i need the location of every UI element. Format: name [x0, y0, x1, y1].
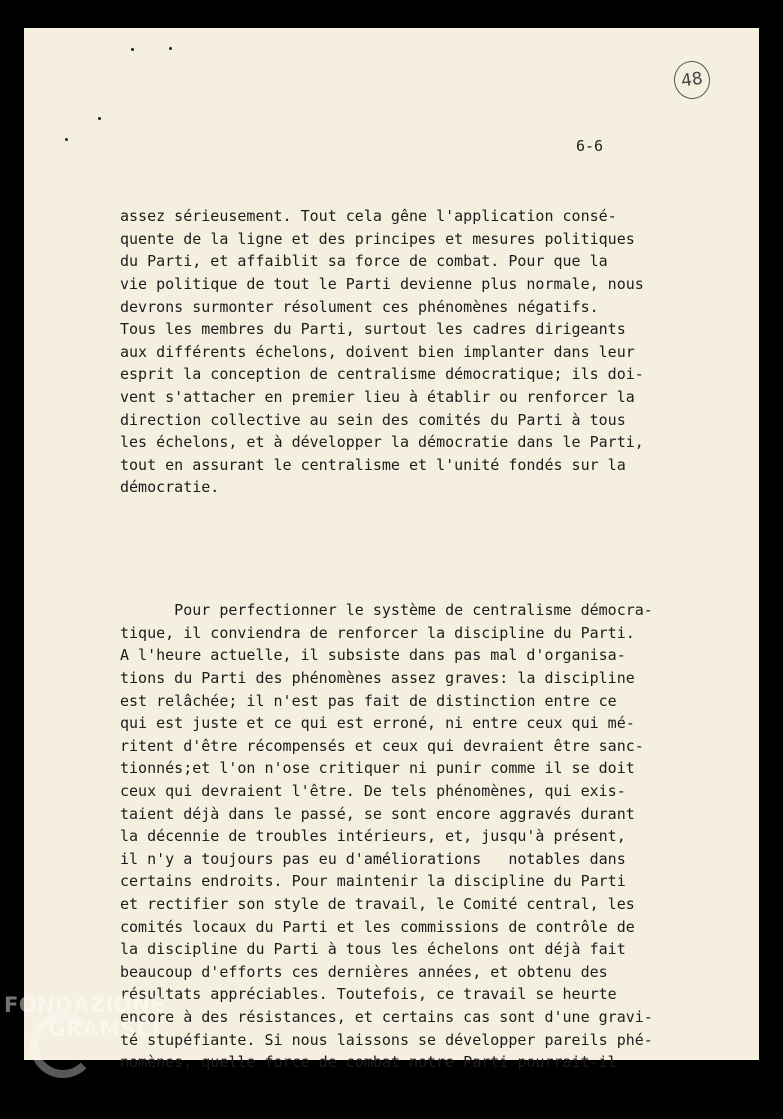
text-line: Pour perfectionner le système de centralisme démocra-: [120, 601, 653, 620]
text-line: encore à des résistances, et certains cas sont d'une gravi-: [120, 1007, 653, 1026]
text-line: vie politique de tout le Parti devienne plus normale, nous: [120, 274, 644, 293]
text-line: il n'y a toujours pas eu d'améliorations notables dans: [120, 849, 626, 868]
text-line: la discipline du Parti à tous les échelons ont déjà fait: [120, 940, 626, 959]
text-line: ritent d'être récompensés et ceux qui devraient être sanc-: [120, 736, 644, 755]
watermark: [4, 993, 165, 1041]
text-line: et rectifier son style de travail, le Comité central, les: [120, 895, 635, 913]
text-line: direction collective au sein des comités du Parti à tous: [120, 410, 626, 429]
watermark-line-2: GRAMSCI: [48, 1017, 161, 1041]
text-line: beaucoup d'efforts ces dernières années, et obtenu des: [120, 962, 608, 981]
paragraph-2: [120, 599, 680, 1073]
watermark-line-1: FONDAZIONE: [4, 993, 166, 1017]
text-line: nomènes, quelle force de combat notre Parti pourrait-il: [120, 1053, 617, 1072]
text-line: comités locaux du Parti et les commissions de contrôle de: [120, 917, 635, 936]
text-line: tout en assurant le centralisme et l'unité fondés sur la: [120, 455, 626, 474]
text-line: vent s'attacher en premier lieu à établir ou renforcer la: [120, 387, 635, 406]
text-line: aux différents échelons, doivent bien implanter dans leur: [120, 342, 635, 361]
text-line: du Parti, et affaiblit sa force de combat. Pour que la: [120, 252, 608, 271]
document-page: [24, 28, 759, 1072]
punch-mark: [65, 138, 68, 141]
punch-mark: [131, 48, 134, 51]
text-line: certains endroits. Pour maintenir la discipline du Parti: [120, 872, 626, 891]
typewritten-text: [120, 160, 680, 1119]
page-number: 6-6: [576, 137, 604, 155]
text-line: Tous les membres du Parti, surtout les cadres dirigeants: [120, 320, 626, 339]
text-line: ceux qui devraient l'être. De tels phénomènes, qui exis-: [120, 782, 626, 801]
text-line: qui est juste et ce qui est erroné, ni entre ceux qui mé-: [120, 714, 635, 733]
archive-number-stamp: 48: [672, 59, 713, 102]
text-line: taient déjà dans le passé, se sont encore aggravés durant: [120, 804, 635, 823]
text-line: quente de la ligne et des principes et mesures politiques: [120, 229, 635, 248]
text-line: té stupéfiante. Si nous laissons se développer pareils phé-: [120, 1030, 653, 1049]
text-line: A l'heure actuelle, il subsiste dans pas mal d'organisa-: [120, 646, 626, 665]
text-line: devrons surmonter résolument ces phénomènes négatifs.: [120, 297, 599, 316]
punch-mark: [98, 117, 101, 120]
text-line: résultats appréciables. Toutefois, ce travail se heurte: [120, 985, 617, 1004]
text-line: assez sérieusement. Tout cela gêne l'application consé-: [120, 207, 617, 226]
text-line: est relâchée; il n'est pas fait de distinction entre ce: [120, 691, 617, 710]
text-line: tique, il conviendra de renforcer la discipline du Parti.: [120, 623, 635, 642]
text-line: esprit la conception de centralisme démocratique; ils doi-: [120, 365, 644, 384]
text-line: tions du Parti des phénomènes assez graves: la discipline: [120, 669, 635, 688]
paragraph-1: [120, 205, 680, 499]
text-line: démocratie.: [120, 478, 220, 497]
text-line: les échelons, et à développer la démocratie dans le Parti,: [120, 433, 644, 452]
punch-mark: [169, 47, 172, 50]
text-line: la décennie de troubles intérieurs, et, jusqu'à présent,: [120, 827, 626, 846]
text-line: tionnés;et l'on n'ose critiquer ni punir comme il se doit: [120, 759, 635, 778]
